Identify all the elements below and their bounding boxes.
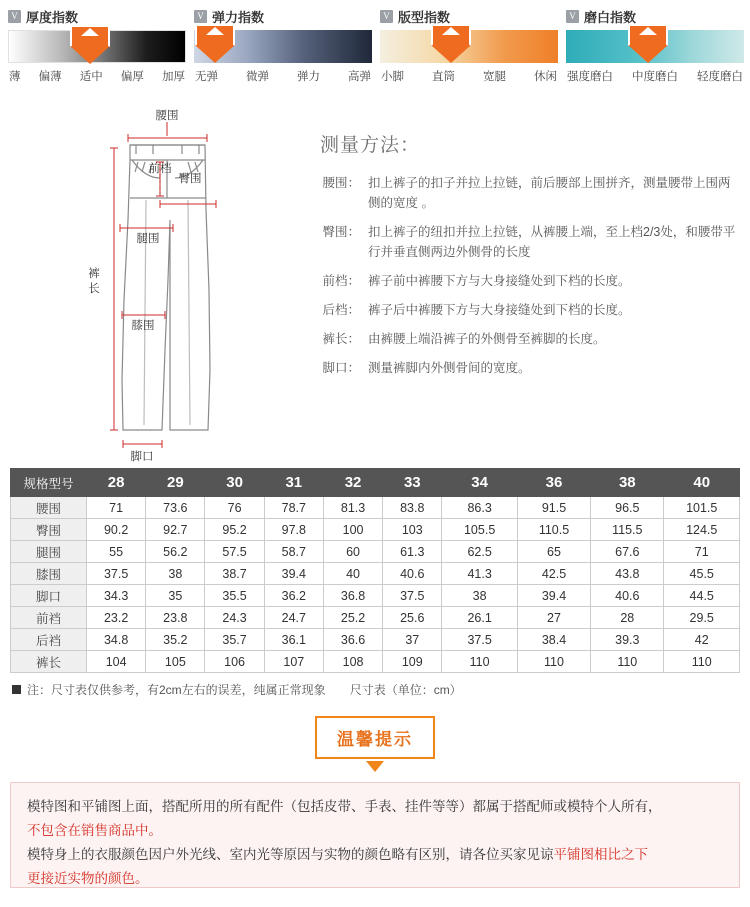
tips-label: 温馨提示 — [315, 716, 435, 759]
diagram-label-leg-length-2: 长 — [88, 283, 100, 295]
index-bar-wash — [566, 30, 744, 63]
scale-label: 适中 — [79, 71, 103, 83]
cell: 37.5 — [442, 629, 517, 651]
size-header: 29 — [146, 469, 205, 497]
scale-label: 加厚 — [162, 71, 185, 83]
cell: 110 — [517, 651, 590, 673]
measure-text: 扣上裤子的纽扣并拉上拉链，从裤腰上端，至上档2/3处，和腰带平行并垂直侧两边外侧骨的长度 — [368, 225, 736, 259]
table-row — [11, 585, 740, 607]
tips-arrow-icon — [366, 761, 384, 772]
cell: 38 — [442, 585, 517, 607]
cell: 36.1 — [264, 629, 323, 651]
index-scale-labels — [566, 68, 744, 84]
cell: 65 — [517, 541, 590, 563]
diagram-label-waist: 腰围 — [155, 110, 179, 122]
index-marker-icon — [70, 25, 110, 71]
measure-label: 裤长： — [322, 332, 360, 346]
row-label: 后裆 — [11, 629, 87, 651]
cell: 106 — [205, 651, 264, 673]
row-label: 膝围 — [11, 563, 87, 585]
measure-label: 腰围： — [322, 176, 360, 190]
measure-row-waist — [316, 173, 740, 213]
diagram-label-leg-length-1: 裤 — [88, 268, 100, 280]
measure-row-front-rise — [316, 271, 740, 291]
v-badge-icon: V — [194, 10, 207, 23]
row-label: 腰围 — [11, 497, 87, 519]
row-label: 前裆 — [11, 607, 87, 629]
cell: 35.7 — [205, 629, 264, 651]
cell: 56.2 — [146, 541, 205, 563]
size-header: 38 — [591, 469, 664, 497]
index-marker-icon — [431, 24, 471, 70]
scale-label: 强度磨白 — [567, 71, 613, 83]
index-title: 厚度指数 — [26, 9, 79, 25]
index-title: 版型指数 — [398, 9, 451, 25]
cell: 35 — [146, 585, 205, 607]
cell: 76 — [205, 497, 264, 519]
cell: 110 — [591, 651, 664, 673]
cell: 38.7 — [205, 563, 264, 585]
size-header: 31 — [264, 469, 323, 497]
cell: 90.2 — [87, 519, 146, 541]
index-marker-icon — [628, 24, 668, 70]
cell: 62.5 — [442, 541, 517, 563]
cell: 25.2 — [323, 607, 382, 629]
cell: 35.2 — [146, 629, 205, 651]
row-label: 脚口 — [11, 585, 87, 607]
diagram-label-hip: 臀围 — [178, 173, 202, 185]
cell: 23.8 — [146, 607, 205, 629]
size-table-wrap — [0, 468, 750, 673]
cell: 39.3 — [591, 629, 664, 651]
measure-label: 前档： — [322, 274, 360, 288]
measure-text: 裤子前中裤腰下方与大身接缝处到下档的长度。 — [368, 274, 631, 288]
index-scale-labels — [194, 68, 372, 84]
cell: 28 — [591, 607, 664, 629]
cell: 109 — [383, 651, 442, 673]
index-bars-row — [0, 0, 750, 84]
table-row — [11, 497, 740, 519]
cell: 110 — [442, 651, 517, 673]
note-text: 注：尺寸表仅供参考，有2cm左右的误差，纯属正常现象 — [27, 683, 326, 697]
disclaimer-line-1: 模特图和平铺图上面，搭配所用的所有配件（包括皮带、手表、挂件等等）都属于搭配师或模特个人所有， — [27, 799, 662, 814]
cell: 41.3 — [442, 563, 517, 585]
measurement-section — [0, 100, 750, 463]
cell: 34.8 — [87, 629, 146, 651]
cell: 42.5 — [517, 563, 590, 585]
cell: 61.3 — [383, 541, 442, 563]
cell: 67.6 — [591, 541, 664, 563]
row-label: 裤长 — [11, 651, 87, 673]
disclaimer-box — [10, 782, 740, 888]
diagram-label-knee: 膝围 — [131, 320, 155, 332]
cell: 101.5 — [664, 497, 740, 519]
index-head — [380, 8, 558, 24]
cell: 24.3 — [205, 607, 264, 629]
bullet-square-icon — [12, 685, 21, 694]
measure-text: 扣上裤子的扣子并拉上拉链，前后腰部上围拼齐，测量腰带上围两侧的宽度 。 — [368, 176, 731, 210]
row-label: 腿围 — [11, 541, 87, 563]
measure-text: 裤子后中裤腰下方与大身接缝处到下档的长度。 — [368, 303, 631, 317]
note-unit: 尺寸表（单位：cm） — [349, 683, 462, 697]
cell: 108 — [323, 651, 382, 673]
measure-text: 测量裤脚内外侧骨间的宽度。 — [368, 361, 531, 375]
cell: 35.5 — [205, 585, 264, 607]
cell: 36.8 — [323, 585, 382, 607]
measure-row-hip — [316, 222, 740, 262]
index-bar-elastic — [194, 30, 372, 63]
size-header: 36 — [517, 469, 590, 497]
measure-row-leg-length — [316, 329, 740, 349]
scale-label: 轻度磨白 — [697, 71, 743, 83]
cell: 103 — [383, 519, 442, 541]
cell: 39.4 — [264, 563, 323, 585]
cell: 37.5 — [87, 563, 146, 585]
cell: 60 — [323, 541, 382, 563]
scale-label: 休闲 — [534, 71, 557, 83]
cell: 38 — [146, 563, 205, 585]
cell: 86.3 — [442, 497, 517, 519]
cell: 96.5 — [591, 497, 664, 519]
index-block-fit — [380, 8, 558, 84]
cell: 95.2 — [205, 519, 264, 541]
index-bar-fit — [380, 30, 558, 63]
cell: 37.5 — [383, 585, 442, 607]
cell: 37 — [383, 629, 442, 651]
index-block-thickness — [8, 8, 186, 84]
diagram-label-front-rise: 前档 — [148, 163, 172, 175]
size-note — [0, 673, 750, 698]
index-head — [8, 8, 186, 24]
disclaimer-line-4: 更接近实物的颜色。 — [27, 871, 149, 886]
index-title: 磨白指数 — [584, 9, 637, 25]
index-head — [194, 8, 372, 24]
table-row — [11, 541, 740, 563]
cell: 24.7 — [264, 607, 323, 629]
scale-label: 薄 — [9, 71, 21, 83]
cell: 97.8 — [264, 519, 323, 541]
cell: 43.8 — [591, 563, 664, 585]
disclaimer-line-3b: 平铺图相比之下 — [553, 847, 648, 862]
measure-text: 由裤腰上端沿裤子的外侧骨至裤脚的长度。 — [368, 332, 606, 346]
cell: 40.6 — [591, 585, 664, 607]
table-row — [11, 607, 740, 629]
cell: 42 — [664, 629, 740, 651]
row-label: 臀围 — [11, 519, 87, 541]
cell: 36.2 — [264, 585, 323, 607]
measure-row-back-rise — [316, 300, 740, 320]
cell: 36.6 — [323, 629, 382, 651]
size-header: 32 — [323, 469, 382, 497]
cell: 92.7 — [146, 519, 205, 541]
cell: 115.5 — [591, 519, 664, 541]
table-row — [11, 651, 740, 673]
cell: 91.5 — [517, 497, 590, 519]
cell: 23.2 — [87, 607, 146, 629]
table-header-row — [11, 469, 740, 497]
cell: 83.8 — [383, 497, 442, 519]
index-title: 弹力指数 — [212, 9, 265, 25]
scale-label: 中度磨白 — [632, 71, 678, 83]
cell: 81.3 — [323, 497, 382, 519]
index-bar-thickness — [8, 30, 186, 63]
index-head — [566, 8, 744, 24]
size-header: 28 — [87, 469, 146, 497]
size-header: 33 — [383, 469, 442, 497]
cell: 34.3 — [87, 585, 146, 607]
v-badge-icon: V — [8, 10, 21, 23]
cell: 29.5 — [664, 607, 740, 629]
index-marker-icon — [195, 24, 235, 70]
disclaimer-line-3 — [27, 843, 723, 867]
cell: 26.1 — [442, 607, 517, 629]
cell: 105 — [146, 651, 205, 673]
cell: 124.5 — [664, 519, 740, 541]
cell: 57.5 — [205, 541, 264, 563]
measure-label: 臀围： — [322, 225, 360, 239]
cell: 105.5 — [442, 519, 517, 541]
trouser-diagram-svg — [10, 100, 310, 463]
measure-row-hem — [316, 358, 740, 378]
scale-label: 直筒 — [432, 71, 455, 83]
index-scale-labels — [380, 68, 558, 84]
table-corner-label: 规格型号 — [11, 469, 87, 497]
scale-label: 小脚 — [381, 71, 404, 83]
measure-title: 测量方法： — [320, 135, 421, 156]
scale-label: 微弹 — [246, 71, 269, 83]
measure-label: 后档： — [322, 303, 360, 317]
index-block-elastic — [194, 8, 372, 84]
cell: 38.4 — [517, 629, 590, 651]
v-badge-icon: V — [566, 10, 579, 23]
cell: 71 — [664, 541, 740, 563]
measure-label: 脚口： — [322, 361, 360, 375]
diagram-label-hem: 脚口 — [130, 451, 154, 463]
measure-method-panel — [310, 100, 740, 460]
trouser-diagram — [10, 100, 310, 463]
cell: 110 — [664, 651, 740, 673]
scale-label: 宽腿 — [483, 71, 506, 83]
cell: 71 — [87, 497, 146, 519]
cell: 78.7 — [264, 497, 323, 519]
table-row — [11, 563, 740, 585]
size-table — [10, 468, 740, 673]
table-row — [11, 629, 740, 651]
table-row — [11, 519, 740, 541]
cell: 40.6 — [383, 563, 442, 585]
cell: 27 — [517, 607, 590, 629]
size-header: 40 — [664, 469, 740, 497]
index-block-wash — [566, 8, 744, 84]
tips-banner — [0, 716, 750, 772]
cell: 45.5 — [664, 563, 740, 585]
cell: 44.5 — [664, 585, 740, 607]
cell: 107 — [264, 651, 323, 673]
cell: 40 — [323, 563, 382, 585]
cell: 25.6 — [383, 607, 442, 629]
disclaimer-line-3a: 模特身上的衣服颜色因户外光线、室内光等原因与实物的颜色略有区别，请各位买家见谅 — [27, 847, 554, 862]
scale-label: 无弹 — [195, 71, 218, 83]
cell: 73.6 — [146, 497, 205, 519]
scale-label: 偏厚 — [120, 71, 144, 83]
cell: 58.7 — [264, 541, 323, 563]
scale-label: 偏薄 — [38, 71, 62, 83]
scale-label: 高弹 — [348, 71, 371, 83]
cell: 100 — [323, 519, 382, 541]
cell: 110.5 — [517, 519, 590, 541]
scale-label: 弹力 — [297, 71, 320, 83]
cell: 104 — [87, 651, 146, 673]
cell: 39.4 — [517, 585, 590, 607]
size-header: 34 — [442, 469, 517, 497]
disclaimer-line-2: 不包含在销售商品中。 — [27, 823, 162, 838]
size-header: 30 — [205, 469, 264, 497]
diagram-label-thigh: 腿围 — [136, 233, 160, 245]
cell: 55 — [87, 541, 146, 563]
v-badge-icon: V — [380, 10, 393, 23]
